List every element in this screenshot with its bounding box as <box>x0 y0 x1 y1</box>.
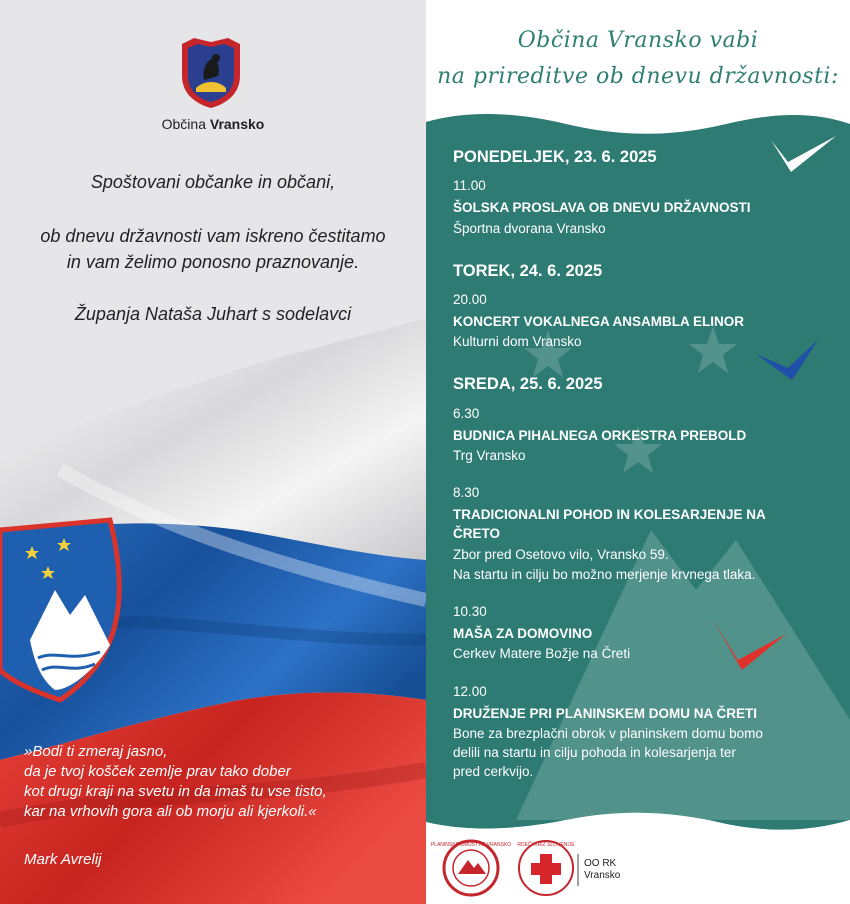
event-location-line-2: Na startu in cilju bo možno merjenje krvnega tlaka. <box>453 567 756 582</box>
event-time: 10.30 <box>453 604 487 619</box>
event-location-line-3: pred cerkvijo. <box>453 764 534 779</box>
quote-line-1: »Bodi ti zmeraj jasno, <box>24 743 168 760</box>
event-time: 20.00 <box>453 292 487 307</box>
event-location-line-1: Zbor pred Osetovo vilo, Vransko 59. <box>453 547 669 562</box>
rk-label <box>584 858 620 882</box>
event-location: Kulturni dom Vransko <box>453 334 582 349</box>
event-title: MAŠA ZA DOMOVINO <box>453 626 593 641</box>
event-title-line-2: ČRETO <box>453 526 501 541</box>
greeting-line-2: in vam želimo ponosno praznovanje. <box>66 252 360 272</box>
event-location: Cerkev Matere Božje na Čreti <box>453 646 631 661</box>
event-title: BUDNICA PIHALNEGA ORKESTRA PREBOLD <box>453 428 747 443</box>
greeting-signature: Županja Nataša Juhart s sodelavci <box>74 304 352 324</box>
heading-line-1: Občina Vransko vabi <box>517 28 759 53</box>
quote-line-2: da je tvoj košček zemlje prav tako dober <box>24 763 291 780</box>
day-heading-monday: PONEDELJEK, 23. 6. 2025 <box>453 148 657 166</box>
svg-text:RDEČI KRIŽ SLOVENIJE: RDEČI KRIŽ SLOVENIJE <box>517 842 575 848</box>
quote-line-4: kar na vrhovih gora ali ob morju ali kjerkoli.« <box>24 803 317 820</box>
event-time: 12.00 <box>453 684 487 699</box>
greeting-line-1: ob dnevu državnosti vam iskreno čestitamo <box>40 226 386 246</box>
quote-line-3: kot drugi kraji na svetu in da imaš tu vse tisto, <box>24 783 327 800</box>
rk-label-line-2: Vransko <box>584 870 621 881</box>
event-location: Trg Vransko <box>453 448 526 463</box>
day-heading-wednesday: SREDA, 25. 6. 2025 <box>453 375 603 393</box>
rk-label-line-1: OO RK <box>584 858 617 869</box>
municipality-name: Občina Vransko <box>161 116 265 132</box>
event-time: 11.00 <box>453 178 486 193</box>
quote-author: Mark Avrelij <box>24 851 102 868</box>
right-panel <box>426 0 850 904</box>
quote <box>24 742 414 822</box>
event-location-line-2: delili na startu in cilju pohoda in kolesarjenja ter <box>453 745 736 760</box>
partner-logos <box>426 834 850 904</box>
event-time: 8.30 <box>453 485 480 500</box>
event-title: DRUŽENJE PRI PLANINSKEM DOMU NA ČRETI <box>453 706 758 721</box>
svg-text:PLANINSKO DRUŠTVO VRANSKO: PLANINSKO DRUŠTVO VRANSKO <box>430 842 512 848</box>
day-heading-tuesday: TOREK, 24. 6. 2025 <box>453 262 603 280</box>
event-time: 6.30 <box>453 406 480 421</box>
event-location-line-1: Bone za brezplačni obrok v planinskem domu bomo <box>453 726 763 741</box>
event-title: ŠOLSKA PROSLAVA OB DNEVU DRŽAVNOSTI <box>453 200 751 215</box>
event-location: Športna dvorana Vransko <box>453 221 606 236</box>
event-title: KONCERT VOKALNEGA ANSAMBLA ELINOR <box>453 314 744 329</box>
event-title-line-1: TRADICIONALNI POHOD IN KOLESARJENJE NA <box>453 507 766 522</box>
vransko-coat-of-arms-icon <box>176 36 246 110</box>
greeting-salutation: Spoštovani občanke in občani, <box>90 172 336 192</box>
rdeci-kriz-logo-icon <box>517 840 575 895</box>
planinsko-drustvo-logo-icon <box>431 841 511 895</box>
heading-line-2: na prireditve ob dnevu državnosti: <box>437 64 839 89</box>
